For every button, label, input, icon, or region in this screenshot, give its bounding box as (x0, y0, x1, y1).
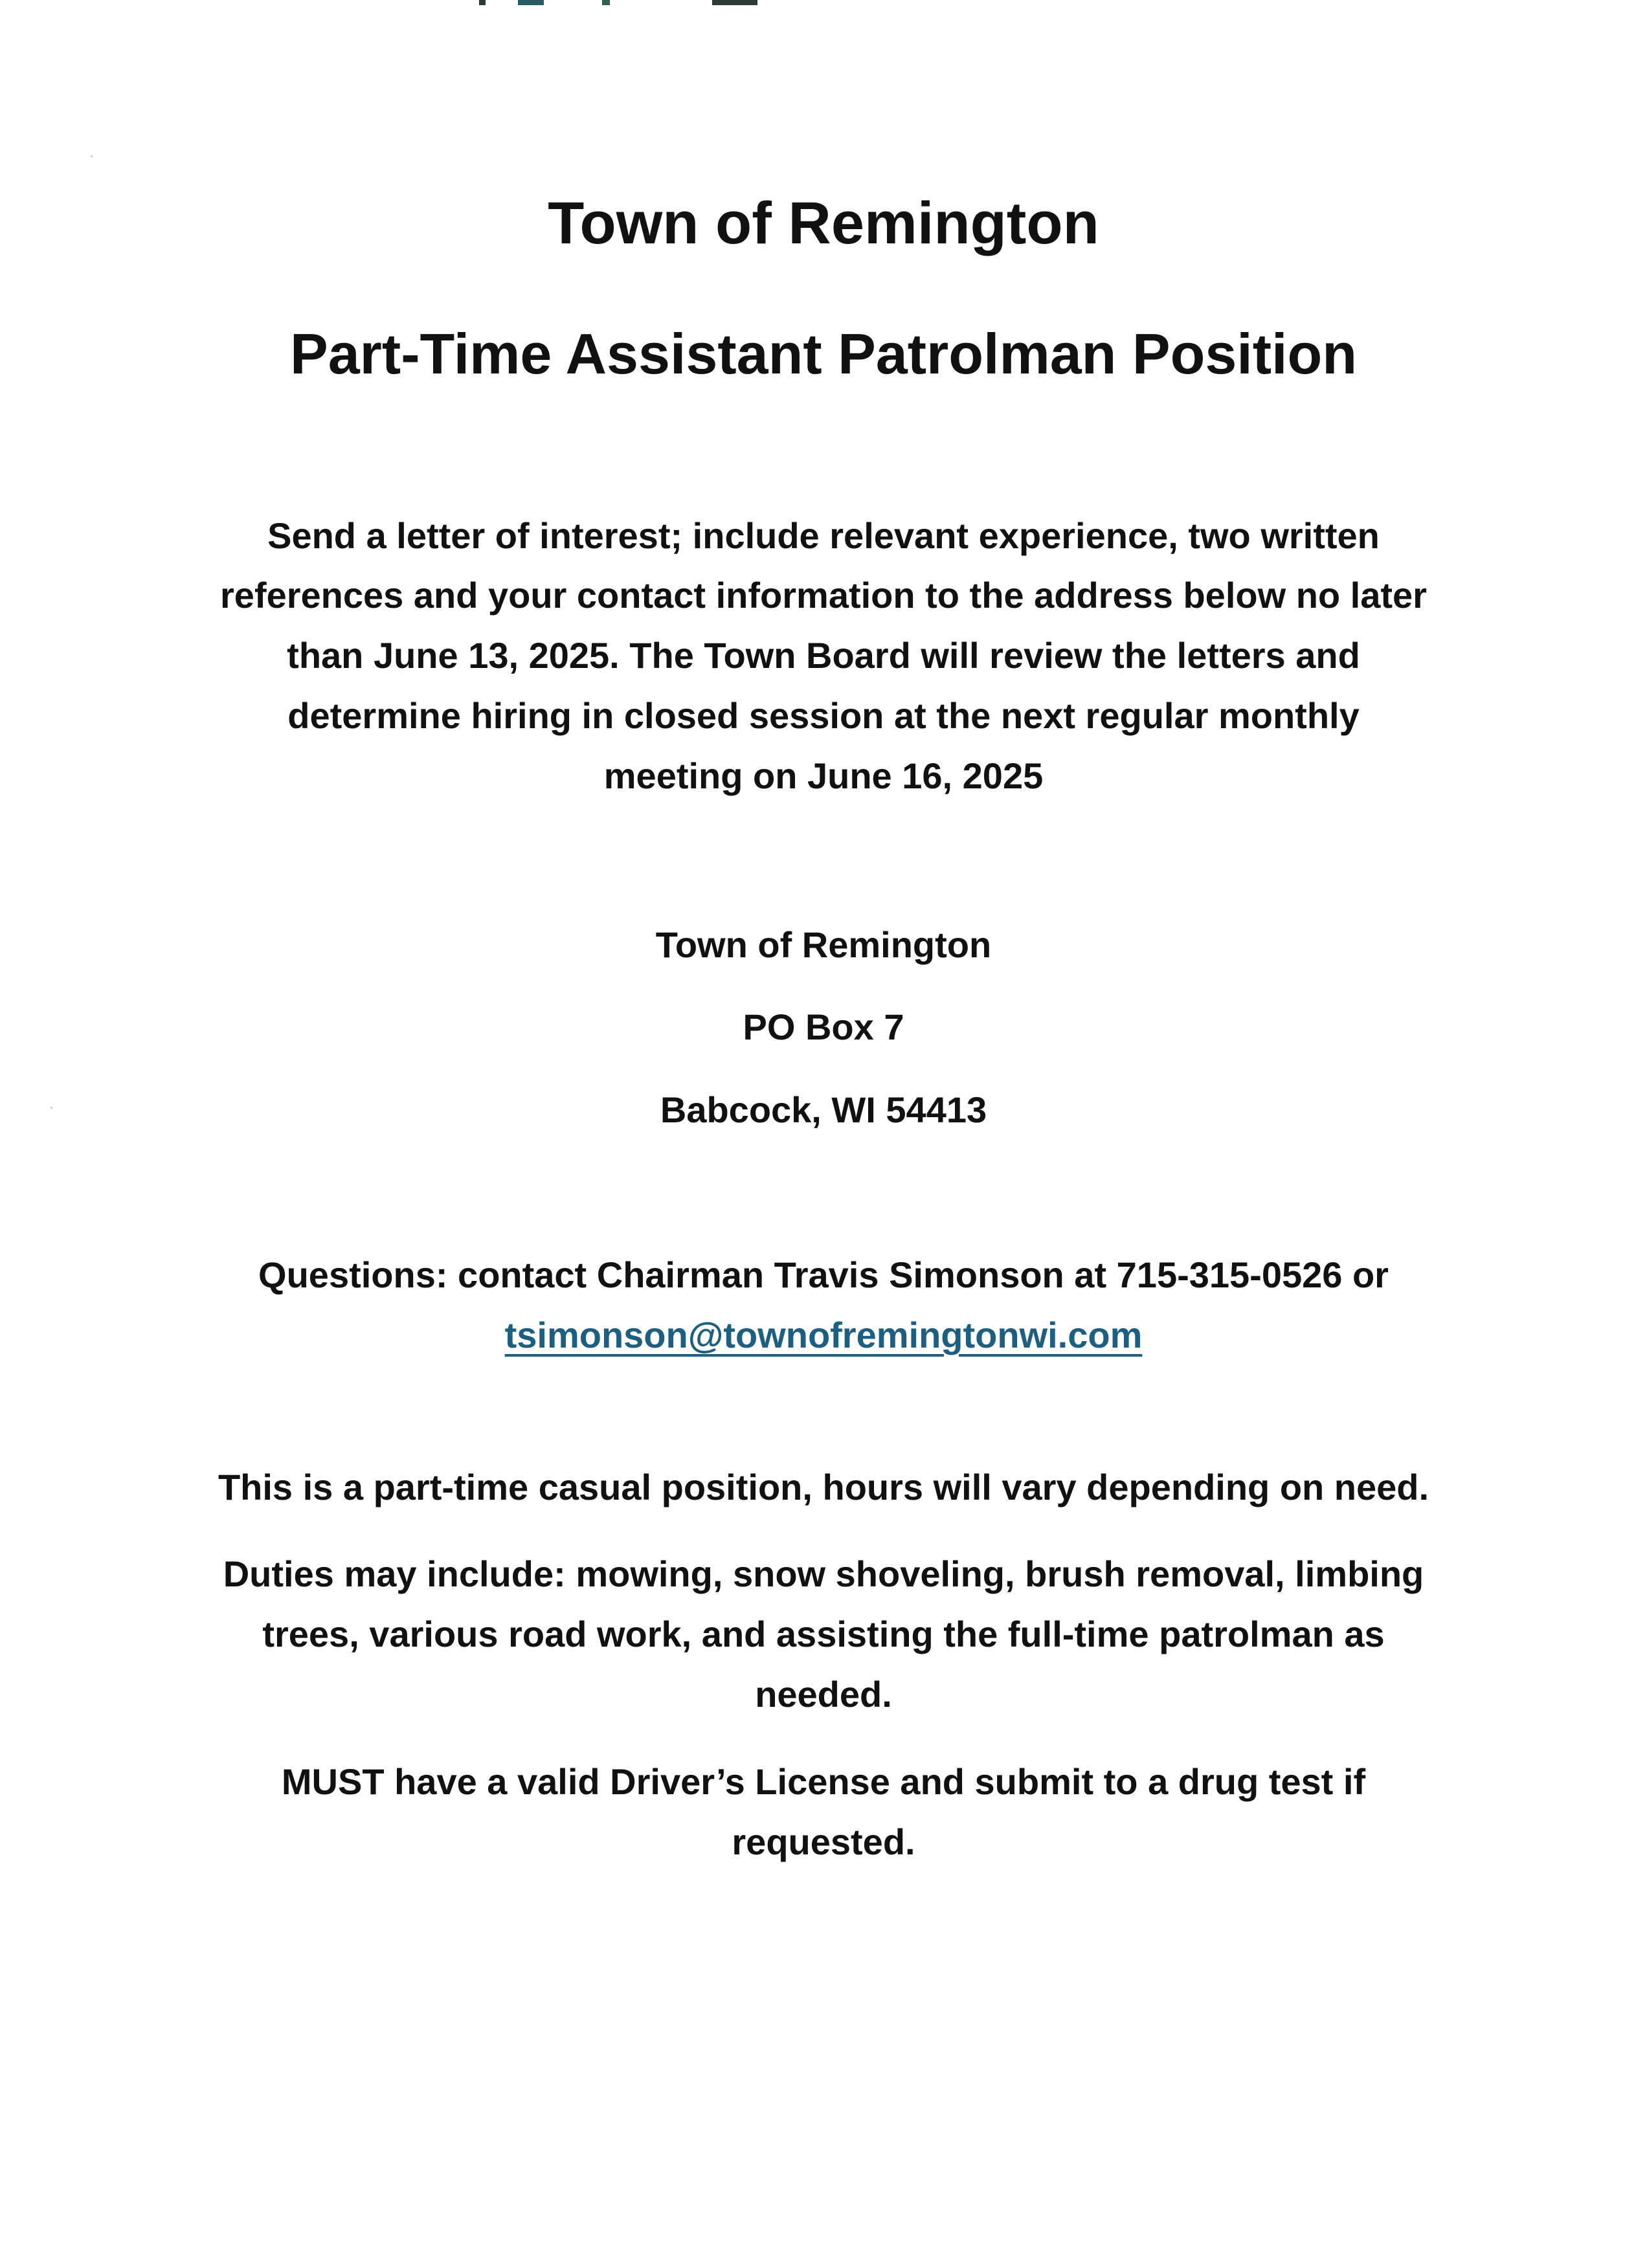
duties-line: Duties may include: mowing, snow shoveling, brush removal, limbing (223, 1553, 1424, 1594)
duties-line: needed. (755, 1674, 892, 1715)
scan-artifact (518, 0, 544, 5)
instructions-line: determine hiring in closed session at the next regular monthly (287, 695, 1360, 736)
address-city-state-zip: Babcock, WI 54413 (660, 1089, 987, 1130)
contact-email-link[interactable]: tsimonson@townofremingtonwi.com (504, 1315, 1143, 1355)
scan-speck (91, 155, 93, 157)
requirements-line: MUST have a valid Driver’s License and submit to a drug test if (281, 1761, 1366, 1802)
address-name: Town of Remington (655, 924, 992, 965)
scan-artifact (712, 0, 757, 5)
instructions-line: Send a letter of interest; include relevant experience, two written (267, 515, 1380, 556)
scan-artifact (479, 0, 486, 5)
scan-artifact (602, 0, 610, 5)
page-subtitle: Part-Time Assistant Patrolman Position (290, 322, 1357, 386)
address-po-box: PO Box 7 (743, 1006, 904, 1047)
position-note: This is a part-time casual position, hours will vary depending on need. (218, 1467, 1429, 1507)
page-title: Town of Remington (548, 190, 1099, 256)
contact-line: Questions: contact Chairman Travis Simonson at 715-315-0526 or (258, 1254, 1389, 1295)
instructions-line: references and your contact information to the address below no later (220, 575, 1427, 616)
instructions-line: meeting on June 16, 2025 (603, 755, 1044, 796)
instructions-line: than June 13, 2025. The Town Board will review the letters and (287, 635, 1360, 676)
requirements-line: requested. (732, 1821, 915, 1862)
duties-line: trees, various road work, and assisting the full-time patrolman as (262, 1614, 1385, 1654)
contact-email-row (0, 1314, 1647, 1356)
